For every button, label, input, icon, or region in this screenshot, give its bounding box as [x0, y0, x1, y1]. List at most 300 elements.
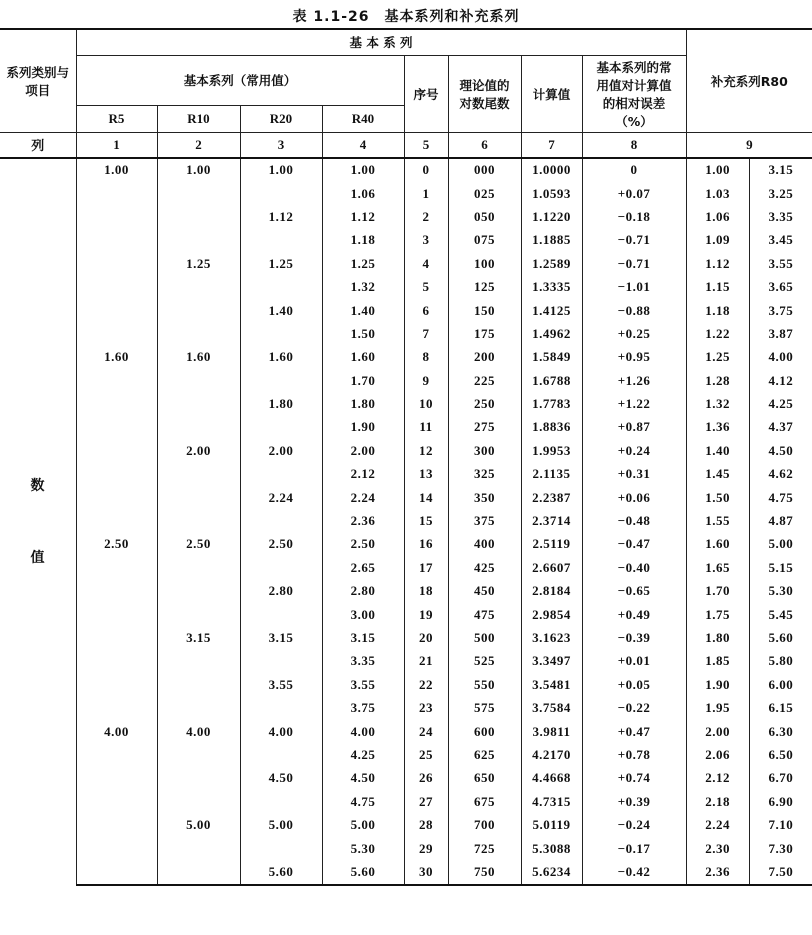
rel-error-cell: −0.24 [582, 813, 686, 836]
r20-cell: 1.00 [240, 158, 322, 182]
r10-cell [157, 743, 240, 766]
header-basic-common: 基本系列（常用值） [76, 55, 404, 106]
r80-cell: 3.25 [749, 182, 812, 205]
seq-cell: 8 [404, 346, 448, 369]
header-log-mantissa: 理论值的对数尾数 [448, 55, 521, 132]
r5-cell: 1.00 [76, 158, 157, 182]
seq-cell: 21 [404, 650, 448, 673]
r80-cell: 4.12 [749, 369, 812, 392]
r80-cell: 6.00 [749, 673, 812, 696]
r10-cell: 1.60 [157, 346, 240, 369]
rel-error-cell: +1.22 [582, 392, 686, 415]
r10-cell [157, 673, 240, 696]
r40-cell: 2.24 [322, 486, 404, 509]
rel-error-cell: −0.71 [582, 252, 686, 275]
r80-cell: 4.25 [749, 392, 812, 415]
table-row [0, 416, 812, 439]
log-mantissa-cell: 250 [448, 392, 521, 415]
r10-cell [157, 229, 240, 252]
rel-error-cell: 0 [582, 158, 686, 182]
r5-cell [76, 229, 157, 252]
seq-cell: 2 [404, 205, 448, 228]
r80-cell: 6.90 [749, 790, 812, 813]
r40-cell: 3.35 [322, 650, 404, 673]
seq-cell: 3 [404, 229, 448, 252]
table-row [0, 580, 812, 603]
r40-cell: 1.25 [322, 252, 404, 275]
log-mantissa-cell: 750 [448, 860, 521, 884]
log-mantissa-cell: 675 [448, 790, 521, 813]
r20-cell [240, 369, 322, 392]
r80-cell: 6.30 [749, 720, 812, 743]
r5-cell [76, 673, 157, 696]
r20-cell [240, 743, 322, 766]
r5-cell [76, 439, 157, 462]
r40-cell: 1.06 [322, 182, 404, 205]
table-row [0, 533, 812, 556]
header-rel-error: 基本系列的常用值对计算值的相对误差（%） [582, 55, 686, 132]
rel-error-cell: −0.17 [582, 837, 686, 860]
r80-cell: 1.50 [686, 486, 749, 509]
seq-cell: 27 [404, 790, 448, 813]
r80-cell: 3.65 [749, 275, 812, 298]
calc-cell: 2.9854 [521, 603, 582, 626]
table-body [0, 158, 812, 885]
table-row [0, 252, 812, 275]
seq-cell: 10 [404, 392, 448, 415]
seq-cell: 25 [404, 743, 448, 766]
r5-cell [76, 556, 157, 579]
r20-cell: 1.60 [240, 346, 322, 369]
log-mantissa-cell: 525 [448, 650, 521, 673]
rel-error-cell: +0.24 [582, 439, 686, 462]
r20-cell: 2.24 [240, 486, 322, 509]
calc-cell: 2.5119 [521, 533, 582, 556]
r80-cell: 1.55 [686, 509, 749, 532]
header-r10: R10 [157, 106, 240, 132]
seq-cell: 18 [404, 580, 448, 603]
rel-error-cell: +0.06 [582, 486, 686, 509]
r80-cell: 4.37 [749, 416, 812, 439]
r20-cell [240, 556, 322, 579]
r80-cell: 1.70 [686, 580, 749, 603]
r10-cell [157, 860, 240, 884]
r40-cell: 3.15 [322, 626, 404, 649]
table-row [0, 556, 812, 579]
rel-error-cell: +0.78 [582, 743, 686, 766]
rel-error-cell: +0.74 [582, 767, 686, 790]
seq-cell: 23 [404, 696, 448, 719]
r80-cell: 1.32 [686, 392, 749, 415]
calc-cell: 1.0000 [521, 158, 582, 182]
log-mantissa-cell: 600 [448, 720, 521, 743]
r40-cell: 1.00 [322, 158, 404, 182]
table-row [0, 673, 812, 696]
calc-cell: 1.8836 [521, 416, 582, 439]
r40-cell: 2.65 [322, 556, 404, 579]
log-mantissa-cell: 300 [448, 439, 521, 462]
r10-cell: 3.15 [157, 626, 240, 649]
calc-cell: 1.6788 [521, 369, 582, 392]
seq-cell: 24 [404, 720, 448, 743]
r10-cell: 2.50 [157, 533, 240, 556]
rel-error-cell: +0.25 [582, 322, 686, 345]
header-supplementary-r80: 补充系列R80 [686, 29, 812, 132]
r80-cell: 5.60 [749, 626, 812, 649]
r40-cell: 5.00 [322, 813, 404, 836]
log-mantissa-cell: 425 [448, 556, 521, 579]
seq-cell: 7 [404, 322, 448, 345]
r5-cell: 2.50 [76, 533, 157, 556]
calc-cell: 3.1623 [521, 626, 582, 649]
log-mantissa-cell: 175 [448, 322, 521, 345]
r80-cell: 3.75 [749, 299, 812, 322]
r10-cell [157, 580, 240, 603]
calc-cell: 1.3335 [521, 275, 582, 298]
header-category: 系列类别与项目 [0, 29, 76, 132]
rel-error-cell: −0.40 [582, 556, 686, 579]
series-table [0, 28, 812, 886]
r20-cell: 2.80 [240, 580, 322, 603]
log-mantissa-cell: 625 [448, 743, 521, 766]
log-mantissa-cell: 150 [448, 299, 521, 322]
r80-cell: 6.15 [749, 696, 812, 719]
log-mantissa-cell: 700 [448, 813, 521, 836]
r80-cell: 7.10 [749, 813, 812, 836]
rel-error-cell: −0.65 [582, 580, 686, 603]
r80-cell: 3.45 [749, 229, 812, 252]
log-mantissa-cell: 200 [448, 346, 521, 369]
r80-cell: 1.25 [686, 346, 749, 369]
table-row [0, 158, 812, 182]
rel-error-cell: −0.71 [582, 229, 686, 252]
calc-cell: 2.1135 [521, 463, 582, 486]
col-number: 7 [521, 132, 582, 158]
r80-cell: 7.50 [749, 860, 812, 884]
r80-cell: 1.12 [686, 252, 749, 275]
r80-cell: 1.28 [686, 369, 749, 392]
table-row [0, 392, 812, 415]
r40-cell: 1.18 [322, 229, 404, 252]
seq-cell: 12 [404, 439, 448, 462]
table-row [0, 860, 812, 884]
r5-cell [76, 860, 157, 884]
r80-cell: 4.62 [749, 463, 812, 486]
log-mantissa-cell: 550 [448, 673, 521, 696]
col-number: 6 [448, 132, 521, 158]
r40-cell: 2.12 [322, 463, 404, 486]
calc-cell: 4.2170 [521, 743, 582, 766]
calc-cell: 5.3088 [521, 837, 582, 860]
r10-cell [157, 837, 240, 860]
header-calc: 计算值 [521, 55, 582, 132]
calc-cell: 1.2589 [521, 252, 582, 275]
r40-cell: 1.40 [322, 299, 404, 322]
r5-cell [76, 252, 157, 275]
seq-cell: 19 [404, 603, 448, 626]
r80-cell: 1.95 [686, 696, 749, 719]
r80-cell: 1.60 [686, 533, 749, 556]
r40-cell: 3.75 [322, 696, 404, 719]
r5-cell [76, 626, 157, 649]
r40-cell: 5.60 [322, 860, 404, 884]
calc-cell: 4.4668 [521, 767, 582, 790]
table-row [0, 486, 812, 509]
r20-cell: 1.25 [240, 252, 322, 275]
r10-cell [157, 790, 240, 813]
r10-cell [157, 299, 240, 322]
r80-cell: 7.30 [749, 837, 812, 860]
log-mantissa-cell: 650 [448, 767, 521, 790]
r10-cell [157, 416, 240, 439]
rel-error-cell: +0.47 [582, 720, 686, 743]
r10-cell [157, 509, 240, 532]
r80-cell: 1.65 [686, 556, 749, 579]
r80-cell: 5.00 [749, 533, 812, 556]
calc-cell: 1.9953 [521, 439, 582, 462]
table-row [0, 696, 812, 719]
r80-cell: 3.55 [749, 252, 812, 275]
r80-cell: 1.03 [686, 182, 749, 205]
header-r5: R5 [76, 106, 157, 132]
r40-cell: 2.36 [322, 509, 404, 532]
r80-cell: 5.80 [749, 650, 812, 673]
r20-cell: 5.00 [240, 813, 322, 836]
values-label-char: 值 [30, 549, 45, 566]
r5-cell [76, 182, 157, 205]
r5-cell [76, 790, 157, 813]
r80-cell: 2.18 [686, 790, 749, 813]
rel-error-cell: +0.05 [582, 673, 686, 696]
col-number: 1 [76, 132, 157, 158]
seq-cell: 6 [404, 299, 448, 322]
r20-cell [240, 837, 322, 860]
r10-cell [157, 392, 240, 415]
r40-cell: 1.32 [322, 275, 404, 298]
r5-cell [76, 767, 157, 790]
table-title: 表 1.1-26 基本系列和补充系列 [292, 9, 520, 25]
rel-error-cell: −0.48 [582, 509, 686, 532]
calc-cell: 4.7315 [521, 790, 582, 813]
r5-cell [76, 603, 157, 626]
rel-error-cell: +0.31 [582, 463, 686, 486]
r5-cell [76, 486, 157, 509]
r20-cell: 2.00 [240, 439, 322, 462]
col-number: 3 [240, 132, 322, 158]
table-row [0, 463, 812, 486]
r20-cell [240, 509, 322, 532]
r10-cell [157, 463, 240, 486]
r80-cell: 1.85 [686, 650, 749, 673]
rel-error-cell: +0.49 [582, 603, 686, 626]
r80-cell: 2.24 [686, 813, 749, 836]
r20-cell [240, 603, 322, 626]
r80-cell: 1.15 [686, 275, 749, 298]
r80-cell: 5.30 [749, 580, 812, 603]
r20-cell: 4.00 [240, 720, 322, 743]
r40-cell: 4.00 [322, 720, 404, 743]
r40-cell: 2.80 [322, 580, 404, 603]
table-row [0, 626, 812, 649]
r20-cell: 1.80 [240, 392, 322, 415]
table-row [0, 229, 812, 252]
calc-cell: 5.0119 [521, 813, 582, 836]
r10-cell [157, 650, 240, 673]
rel-error-cell: −0.47 [582, 533, 686, 556]
r5-cell [76, 322, 157, 345]
rel-error-cell: −0.88 [582, 299, 686, 322]
r5-cell [76, 696, 157, 719]
rel-error-cell: −0.18 [582, 205, 686, 228]
r80-cell: 4.50 [749, 439, 812, 462]
r80-cell: 1.80 [686, 626, 749, 649]
r20-cell [240, 275, 322, 298]
r20-cell: 1.40 [240, 299, 322, 322]
calc-cell: 1.1220 [521, 205, 582, 228]
col-number: 8 [582, 132, 686, 158]
log-mantissa-cell: 125 [448, 275, 521, 298]
r10-cell [157, 603, 240, 626]
r20-cell [240, 182, 322, 205]
r20-cell [240, 790, 322, 813]
rel-error-cell: −0.39 [582, 626, 686, 649]
seq-cell: 5 [404, 275, 448, 298]
r40-cell: 4.50 [322, 767, 404, 790]
table-row [0, 767, 812, 790]
r10-cell: 4.00 [157, 720, 240, 743]
calc-cell: 5.6234 [521, 860, 582, 884]
r80-cell: 1.06 [686, 205, 749, 228]
r5-cell [76, 416, 157, 439]
table-row [0, 603, 812, 626]
r80-cell: 1.45 [686, 463, 749, 486]
r10-cell [157, 556, 240, 579]
r5-cell: 1.60 [76, 346, 157, 369]
calc-cell: 2.6607 [521, 556, 582, 579]
header-seq: 序号 [404, 55, 448, 132]
header-basic-series: 基 本 系 列 [76, 29, 686, 55]
calc-cell: 3.9811 [521, 720, 582, 743]
r20-cell [240, 696, 322, 719]
r40-cell: 1.70 [322, 369, 404, 392]
r80-cell: 6.50 [749, 743, 812, 766]
calc-cell: 1.5849 [521, 346, 582, 369]
rel-error-cell: −0.42 [582, 860, 686, 884]
log-mantissa-cell: 225 [448, 369, 521, 392]
r80-cell: 6.70 [749, 767, 812, 790]
rel-error-cell: +0.07 [582, 182, 686, 205]
values-label-char: 数 [30, 477, 45, 494]
table-row [0, 369, 812, 392]
r40-cell: 5.30 [322, 837, 404, 860]
r80-cell: 2.00 [686, 720, 749, 743]
log-mantissa-cell: 350 [448, 486, 521, 509]
r80-cell: 4.75 [749, 486, 812, 509]
r20-cell [240, 650, 322, 673]
table-row [0, 650, 812, 673]
r20-cell: 5.60 [240, 860, 322, 884]
r5-cell [76, 509, 157, 532]
r40-cell: 1.80 [322, 392, 404, 415]
calc-cell: 1.4962 [521, 322, 582, 345]
r40-cell: 1.60 [322, 346, 404, 369]
r80-cell: 3.35 [749, 205, 812, 228]
r10-cell [157, 275, 240, 298]
r80-cell: 2.12 [686, 767, 749, 790]
log-mantissa-cell: 475 [448, 603, 521, 626]
r80-cell: 1.09 [686, 229, 749, 252]
calc-cell: 3.7584 [521, 696, 582, 719]
r10-cell [157, 182, 240, 205]
table-row [0, 509, 812, 532]
table-row [0, 205, 812, 228]
log-mantissa-cell: 100 [448, 252, 521, 275]
r20-cell: 1.12 [240, 205, 322, 228]
calc-cell: 1.4125 [521, 299, 582, 322]
r20-cell [240, 416, 322, 439]
r40-cell: 4.75 [322, 790, 404, 813]
r40-cell: 3.00 [322, 603, 404, 626]
log-mantissa-cell: 050 [448, 205, 521, 228]
seq-cell: 29 [404, 837, 448, 860]
seq-cell: 14 [404, 486, 448, 509]
rel-error-cell: +0.95 [582, 346, 686, 369]
table-row [0, 743, 812, 766]
seq-cell: 4 [404, 252, 448, 275]
r20-cell: 3.15 [240, 626, 322, 649]
table-row [0, 299, 812, 322]
seq-cell: 1 [404, 182, 448, 205]
table-row [0, 322, 812, 345]
r80-cell: 1.90 [686, 673, 749, 696]
r80-cell: 3.87 [749, 322, 812, 345]
log-mantissa-cell: 450 [448, 580, 521, 603]
r40-cell: 1.50 [322, 322, 404, 345]
table-row [0, 182, 812, 205]
r80-cell: 3.15 [749, 158, 812, 182]
values-label [0, 158, 76, 885]
table-row [0, 813, 812, 836]
r10-cell: 1.25 [157, 252, 240, 275]
calc-cell: 3.5481 [521, 673, 582, 696]
r5-cell [76, 743, 157, 766]
r20-cell [240, 229, 322, 252]
r5-cell [76, 463, 157, 486]
calc-cell: 2.2387 [521, 486, 582, 509]
r5-cell [76, 205, 157, 228]
seq-cell: 28 [404, 813, 448, 836]
log-mantissa-cell: 075 [448, 229, 521, 252]
header-r40: R40 [322, 106, 404, 132]
rel-error-cell: +0.01 [582, 650, 686, 673]
calc-cell: 1.7783 [521, 392, 582, 415]
rel-error-cell: +0.39 [582, 790, 686, 813]
rel-error-cell: +1.26 [582, 369, 686, 392]
r5-cell [76, 299, 157, 322]
r10-cell: 5.00 [157, 813, 240, 836]
col-number: 2 [157, 132, 240, 158]
seq-cell: 15 [404, 509, 448, 532]
log-mantissa-cell: 275 [448, 416, 521, 439]
r20-cell: 3.55 [240, 673, 322, 696]
r10-cell [157, 486, 240, 509]
calc-cell: 3.3497 [521, 650, 582, 673]
r80-cell: 4.00 [749, 346, 812, 369]
r80-cell: 1.00 [686, 158, 749, 182]
table-row [0, 837, 812, 860]
r80-cell: 5.45 [749, 603, 812, 626]
log-mantissa-cell: 000 [448, 158, 521, 182]
